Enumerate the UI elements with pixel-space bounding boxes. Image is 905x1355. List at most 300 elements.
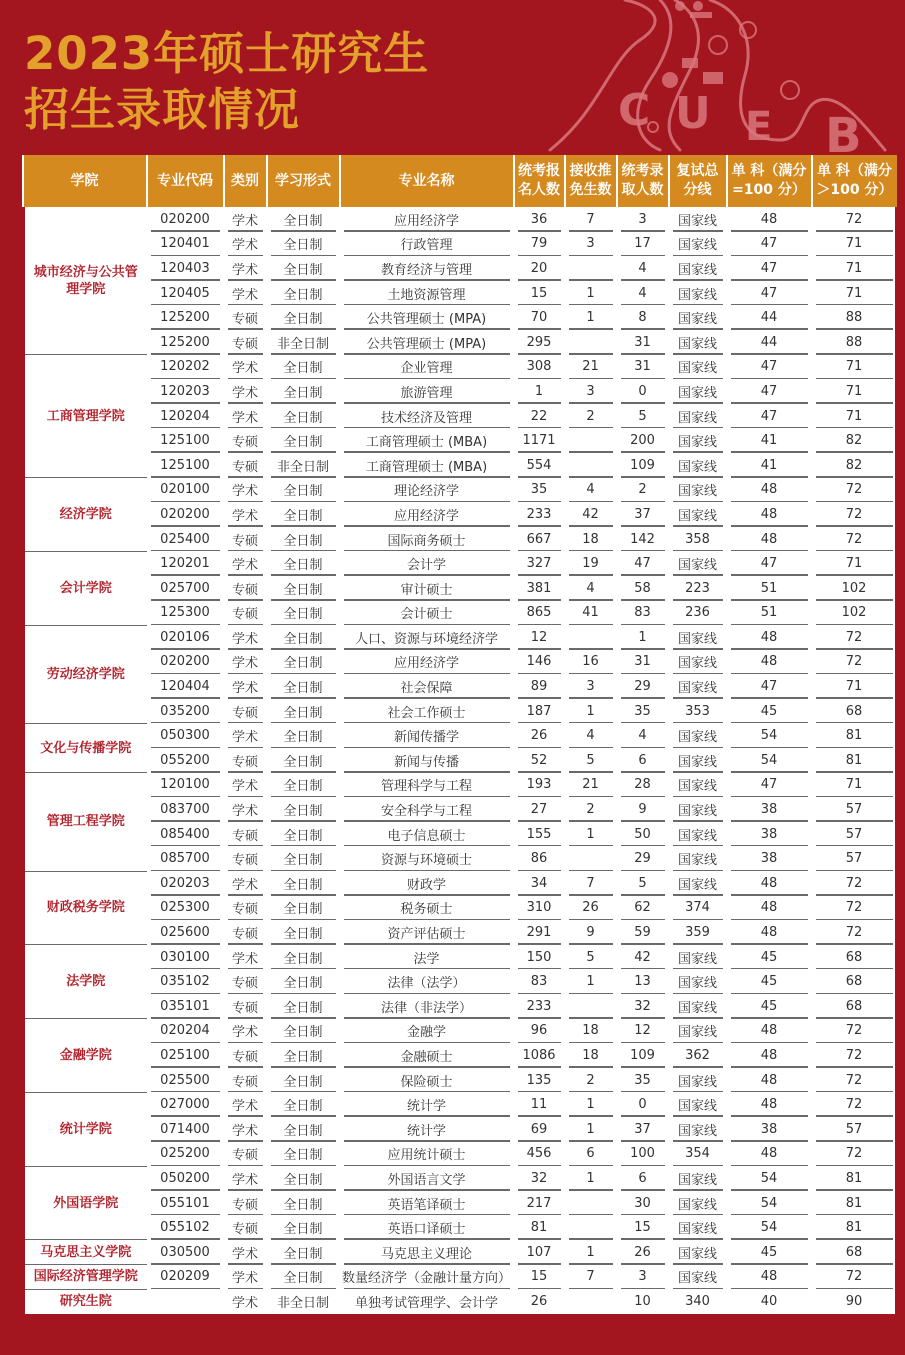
- applicants: 233: [514, 502, 565, 527]
- major-name: 金融硕士: [340, 1043, 514, 1068]
- retest-line: 国家线: [669, 1240, 727, 1265]
- study-mode: 全日制: [267, 748, 340, 773]
- single-gt100: 72: [812, 625, 897, 650]
- single-gt100: 72: [812, 478, 897, 503]
- retest-line: 国家线: [669, 207, 727, 232]
- retest-line: 国家线: [669, 822, 727, 847]
- admitted: 30: [617, 1191, 669, 1216]
- single-gt100: 72: [812, 527, 897, 552]
- school-cell: [24, 945, 147, 1019]
- admitted: 15: [617, 1215, 669, 1240]
- major-code: 085400: [147, 822, 224, 847]
- retest-line: 国家线: [669, 330, 727, 355]
- major-code: 120201: [147, 551, 224, 576]
- major-name: 国际商务硕士: [340, 527, 514, 552]
- study-mode: 全日制: [267, 1215, 340, 1240]
- major-code: 125200: [147, 305, 224, 330]
- applicants: 70: [514, 305, 565, 330]
- table-row: [24, 723, 897, 748]
- category: 专硕: [224, 527, 267, 552]
- major-code: 020209: [147, 1265, 224, 1290]
- table-row: [24, 1068, 897, 1093]
- single-100: 48: [727, 502, 812, 527]
- single-100: 38: [727, 1117, 812, 1142]
- school-cell: [24, 355, 147, 478]
- applicants: 81: [514, 1215, 565, 1240]
- single-100: 48: [727, 527, 812, 552]
- major-name: 技术经济及管理: [340, 404, 514, 429]
- applicants: 1: [514, 379, 565, 404]
- exempt-count: 7: [565, 1265, 617, 1290]
- school-name: 外国语学院: [53, 1195, 119, 1211]
- admitted: 1: [617, 625, 669, 650]
- single-gt100: 68: [812, 994, 897, 1019]
- major-code: 120404: [147, 674, 224, 699]
- table-row: [24, 207, 897, 232]
- single-100: 48: [727, 1092, 812, 1117]
- category: 学术: [224, 1019, 267, 1044]
- single-gt100: 72: [812, 896, 897, 921]
- single-gt100: 57: [812, 1117, 897, 1142]
- major-name: 公共管理硕士 (MPA): [340, 305, 514, 330]
- single-gt100: 88: [812, 305, 897, 330]
- exempt-count: 1: [565, 1166, 617, 1191]
- category: 学术: [224, 281, 267, 306]
- header-apply: 统考报 名人数: [514, 155, 565, 207]
- retest-line: 国家线: [669, 773, 727, 798]
- table-row: [24, 527, 897, 552]
- study-mode: 全日制: [267, 404, 340, 429]
- applicants: 554: [514, 453, 565, 478]
- school-name: 劳动经济学院: [46, 666, 125, 682]
- study-mode: 全日制: [267, 1240, 340, 1265]
- retest-line: 国家线: [669, 1191, 727, 1216]
- major-name: 法学: [340, 945, 514, 970]
- exempt-count: 2: [565, 404, 617, 429]
- retest-line: 国家线: [669, 404, 727, 429]
- category: 学术: [224, 404, 267, 429]
- exempt-count: [565, 994, 617, 1019]
- study-mode: 全日制: [267, 527, 340, 552]
- single-100: 45: [727, 1240, 812, 1265]
- major-name: 会计学: [340, 551, 514, 576]
- category: 专硕: [224, 969, 267, 994]
- major-name: 英语笔译硕士: [340, 1191, 514, 1216]
- study-mode: 全日制: [267, 846, 340, 871]
- admitted: 10: [634, 1293, 651, 1309]
- header-exempt: 接收推 免生数: [565, 155, 617, 207]
- major-name: 安全科学与工程: [340, 797, 514, 822]
- admitted: 109: [617, 453, 669, 478]
- single-100: 45: [727, 994, 812, 1019]
- major-name: 外国语言文学: [340, 1166, 514, 1191]
- school-cell: [24, 773, 147, 871]
- table-row: [24, 256, 897, 281]
- exempt-count: 4: [565, 723, 617, 748]
- major-code: 020200: [147, 207, 224, 232]
- table-row: [24, 969, 897, 994]
- single-gt100: 81: [812, 1191, 897, 1216]
- exempt-count: 1: [565, 1240, 617, 1265]
- major-code: 025100: [147, 1043, 224, 1068]
- single-gt100: 102: [812, 576, 897, 601]
- retest-line: 国家线: [669, 551, 727, 576]
- admitted: 47: [617, 551, 669, 576]
- retest-line: 国家线: [669, 1166, 727, 1191]
- single-gt100: 82: [812, 428, 897, 453]
- school-cell: [24, 625, 147, 723]
- major-name: 社会工作硕士: [340, 699, 514, 724]
- admitted: 5: [617, 871, 669, 896]
- study-mode: 非全日制: [267, 330, 340, 355]
- study-mode: 全日制: [267, 1191, 340, 1216]
- exempt-count: 4: [565, 478, 617, 503]
- study-mode: 全日制: [267, 379, 340, 404]
- exempt-count: 5: [565, 748, 617, 773]
- school-cell: [24, 1019, 147, 1093]
- study-mode: 全日制: [267, 1092, 340, 1117]
- category: 专硕: [224, 748, 267, 773]
- exempt-count: 2: [565, 797, 617, 822]
- single-gt100: 72: [812, 1043, 897, 1068]
- single-100: 47: [727, 551, 812, 576]
- major-code: 020203: [147, 871, 224, 896]
- major-code: 125300: [147, 601, 224, 626]
- applicants: 32: [514, 1166, 565, 1191]
- applicants: 1086: [514, 1043, 565, 1068]
- major-code: 025300: [147, 896, 224, 921]
- study-mode: 全日制: [267, 256, 340, 281]
- single-100: 51: [727, 601, 812, 626]
- single-gt100: 72: [812, 502, 897, 527]
- single-100: 54: [727, 723, 812, 748]
- retest-line: 国家线: [669, 478, 727, 503]
- single-gt100: 71: [812, 355, 897, 380]
- exempt-count: 18: [565, 1043, 617, 1068]
- single-gt100: 68: [812, 1240, 897, 1265]
- admitted: 200: [617, 428, 669, 453]
- major-name: 公共管理硕士 (MPA): [340, 330, 514, 355]
- exempt-count: 9: [565, 920, 617, 945]
- major-name: 应用经济学: [340, 207, 514, 232]
- major-name: 社会保障: [340, 674, 514, 699]
- table-row: [24, 699, 897, 724]
- retest-line: 国家线: [669, 871, 727, 896]
- major-name: 马克思主义理论: [340, 1240, 514, 1265]
- retest-line: 国家线: [669, 256, 727, 281]
- retest-line: 国家线: [669, 625, 727, 650]
- category: 学术: [224, 945, 267, 970]
- applicants: 69: [514, 1117, 565, 1142]
- exempt-count: [565, 330, 617, 355]
- applicants: 34: [514, 871, 565, 896]
- school-cell: [24, 1265, 147, 1290]
- applicants: 187: [514, 699, 565, 724]
- major-code: 025400: [147, 527, 224, 552]
- study-mode: 全日制: [267, 1166, 340, 1191]
- study-mode: 全日制: [267, 625, 340, 650]
- major-name: 资源与环境硕士: [340, 846, 514, 871]
- retest-line: 358: [669, 527, 727, 552]
- school-name: 经济学院: [59, 506, 112, 522]
- admitted: 4: [617, 723, 669, 748]
- table-row: [24, 625, 897, 650]
- applicants: 35: [514, 478, 565, 503]
- study-mode: 全日制: [267, 699, 340, 724]
- major-code: [147, 1289, 224, 1314]
- school-name: 财政税务学院: [46, 900, 125, 916]
- single-100: 48: [727, 207, 812, 232]
- single-gt100: 57: [812, 822, 897, 847]
- table-row: [24, 1019, 897, 1044]
- category: 学术: [224, 1240, 267, 1265]
- applicants: 310: [514, 896, 565, 921]
- table-row: [24, 330, 897, 355]
- table-row: [24, 674, 897, 699]
- admitted: 0: [617, 1092, 669, 1117]
- major-name: 企业管理: [340, 355, 514, 380]
- study-mode: 全日制: [267, 871, 340, 896]
- applicants: 155: [514, 822, 565, 847]
- admitted: 3: [617, 1265, 669, 1290]
- exempt-count: [565, 453, 617, 478]
- major-code: 055101: [147, 1191, 224, 1216]
- category: 学术: [224, 1166, 267, 1191]
- major-code: 050200: [147, 1166, 224, 1191]
- exempt-count: 3: [565, 674, 617, 699]
- admission-table: [22, 155, 897, 1314]
- major-name: 审计硕士: [340, 576, 514, 601]
- applicants: 456: [514, 1142, 565, 1167]
- applicants: 217: [514, 1191, 565, 1216]
- single-gt100: 72: [812, 1092, 897, 1117]
- single-gt100: 68: [812, 699, 897, 724]
- admitted: 31: [617, 355, 669, 380]
- admitted: 58: [617, 576, 669, 601]
- admitted: 83: [617, 601, 669, 626]
- major-name: 行政管理: [340, 232, 514, 257]
- major-name: 财政学: [340, 871, 514, 896]
- study-mode: 全日制: [267, 822, 340, 847]
- single-100: 41: [727, 428, 812, 453]
- applicants: 15: [514, 1265, 565, 1290]
- major-code: 030100: [147, 945, 224, 970]
- table-row: [24, 453, 897, 478]
- single-100: 38: [727, 822, 812, 847]
- single-100: 45: [727, 969, 812, 994]
- school-cell: [24, 871, 147, 945]
- applicants: 79: [514, 232, 565, 257]
- major-name: 电子信息硕士: [340, 822, 514, 847]
- single-100: 54: [727, 1215, 812, 1240]
- category: 专硕: [224, 305, 267, 330]
- study-mode: 全日制: [267, 1142, 340, 1167]
- single-100: 48: [727, 896, 812, 921]
- table-row: [24, 576, 897, 601]
- school-name: 金融学院: [59, 1047, 112, 1063]
- admitted: 13: [617, 969, 669, 994]
- table-row: [24, 478, 897, 503]
- exempt-count: 7: [565, 207, 617, 232]
- exempt-count: 6: [565, 1142, 617, 1167]
- study-mode: 全日制: [267, 232, 340, 257]
- admitted: 8: [617, 305, 669, 330]
- single-100: 47: [727, 379, 812, 404]
- study-mode: 全日制: [267, 797, 340, 822]
- school-cell: [24, 551, 147, 625]
- single-gt100: 71: [812, 773, 897, 798]
- table-row: [24, 601, 897, 626]
- single-gt100: 72: [812, 207, 897, 232]
- retest-line: 353: [669, 699, 727, 724]
- admitted: 37: [617, 502, 669, 527]
- single-gt100: 72: [812, 1019, 897, 1044]
- major-name: 单独考试管理学、会计学: [354, 1295, 498, 1311]
- category: 专硕: [224, 920, 267, 945]
- major-name: 法律（法学）: [340, 969, 514, 994]
- table-row: [24, 945, 897, 970]
- study-mode: 全日制: [267, 1265, 340, 1290]
- single-100: 48: [727, 1043, 812, 1068]
- exempt-count: 26: [565, 896, 617, 921]
- admitted: 35: [617, 699, 669, 724]
- table-row: [24, 871, 897, 896]
- exempt-count: 2: [565, 1068, 617, 1093]
- header-code: 专业代码: [147, 155, 224, 207]
- school-cell: [24, 1092, 147, 1166]
- exempt-count: 5: [565, 945, 617, 970]
- single-gt100: 102: [812, 601, 897, 626]
- exempt-count: 1: [565, 822, 617, 847]
- single-100: 45: [727, 699, 812, 724]
- exempt-count: [565, 846, 617, 871]
- category: 学术: [224, 1092, 267, 1117]
- admitted: 100: [617, 1142, 669, 1167]
- single-gt100: 68: [812, 969, 897, 994]
- study-mode: 全日制: [267, 502, 340, 527]
- applicants: 89: [514, 674, 565, 699]
- major-name: 教育经济与管理: [340, 256, 514, 281]
- table-row: [24, 305, 897, 330]
- applicants: 36: [514, 207, 565, 232]
- major-code: 025700: [147, 576, 224, 601]
- single-gt100: 81: [812, 1166, 897, 1191]
- category: 专硕: [224, 1068, 267, 1093]
- category: 学术: [224, 871, 267, 896]
- major-code: 035102: [147, 969, 224, 994]
- applicants: 327: [514, 551, 565, 576]
- school-name: 会计学院: [59, 580, 112, 596]
- retest-line: 国家线: [669, 674, 727, 699]
- major-code: 120203: [147, 379, 224, 404]
- retest-line: 国家线: [669, 1215, 727, 1240]
- study-mode: 全日制: [267, 355, 340, 380]
- header-single-100: 单 科（满分 =100 分）: [727, 155, 812, 207]
- logo-letter-c: C: [618, 85, 651, 136]
- category: 学术: [224, 256, 267, 281]
- applicants: 135: [514, 1068, 565, 1093]
- study-mode: 非全日制: [276, 1295, 329, 1311]
- applicants: 193: [514, 773, 565, 798]
- study-mode: 全日制: [267, 945, 340, 970]
- single-100: 44: [727, 330, 812, 355]
- single-100: 40: [760, 1293, 778, 1309]
- major-code: 055102: [147, 1215, 224, 1240]
- table-row: [24, 1043, 897, 1068]
- single-100: 48: [727, 478, 812, 503]
- single-100: 47: [727, 281, 812, 306]
- retest-line: 国家线: [669, 723, 727, 748]
- category: 学术: [224, 723, 267, 748]
- single-100: 47: [727, 404, 812, 429]
- exempt-count: 3: [565, 232, 617, 257]
- category: 学术: [224, 674, 267, 699]
- school-name: 马克思主义学院: [40, 1244, 132, 1260]
- table-row: [24, 650, 897, 675]
- table-row: [24, 1092, 897, 1117]
- single-gt100: 71: [812, 674, 897, 699]
- category: 专硕: [224, 1191, 267, 1216]
- single-100: 48: [727, 920, 812, 945]
- school-cell: [24, 478, 147, 552]
- major-name: 会计硕士: [340, 601, 514, 626]
- exempt-count: 1: [565, 1092, 617, 1117]
- applicants: 233: [514, 994, 565, 1019]
- retest-line: 236: [669, 601, 727, 626]
- single-100: 47: [727, 674, 812, 699]
- study-mode: 非全日制: [267, 453, 340, 478]
- single-gt100: 90: [845, 1293, 863, 1309]
- single-gt100: 72: [812, 920, 897, 945]
- header-single-gt100: 单 科（满分 ＞100 分）: [812, 155, 897, 207]
- single-100: 48: [727, 650, 812, 675]
- applicants: 150: [514, 945, 565, 970]
- exempt-count: [565, 1191, 617, 1216]
- single-100: 54: [727, 1166, 812, 1191]
- major-name: 理论经济学: [340, 478, 514, 503]
- retest-line: 国家线: [669, 305, 727, 330]
- admitted: 4: [617, 256, 669, 281]
- study-mode: 全日制: [267, 207, 340, 232]
- exempt-count: 1: [565, 699, 617, 724]
- table-row: [24, 846, 897, 871]
- table-row: [24, 748, 897, 773]
- admitted: 2: [617, 478, 669, 503]
- category: 学术: [224, 207, 267, 232]
- exempt-count: 1: [565, 1117, 617, 1142]
- admitted: 37: [617, 1117, 669, 1142]
- single-gt100: 81: [812, 723, 897, 748]
- admitted: 4: [617, 281, 669, 306]
- admission-table-container: [22, 155, 895, 1314]
- single-gt100: 72: [812, 1265, 897, 1290]
- category: 专硕: [224, 846, 267, 871]
- single-100: 48: [727, 1265, 812, 1290]
- category: 学术: [224, 773, 267, 798]
- study-mode: 全日制: [267, 674, 340, 699]
- major-code: 083700: [147, 797, 224, 822]
- major-name: 工商管理硕士 (MBA): [340, 453, 514, 478]
- study-mode: 全日制: [267, 650, 340, 675]
- retest-line: 国家线: [669, 748, 727, 773]
- retest-line: 国家线: [669, 945, 727, 970]
- major-code: 020100: [147, 478, 224, 503]
- exempt-count: [565, 625, 617, 650]
- table-row: [24, 1166, 897, 1191]
- single-gt100: 71: [812, 379, 897, 404]
- retest-line: 国家线: [669, 994, 727, 1019]
- school-cell: [24, 1240, 147, 1265]
